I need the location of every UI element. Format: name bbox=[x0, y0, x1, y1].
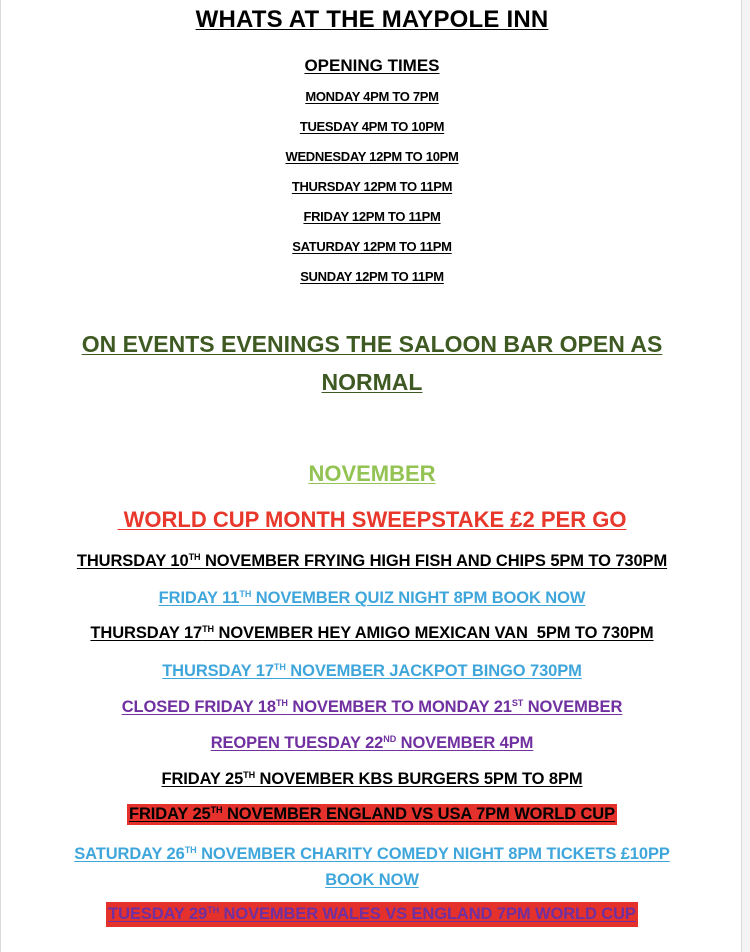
event-item: THURSDAY 17TH NOVEMBER JACKPOT BINGO 730PM bbox=[162, 662, 582, 680]
event-item: THURSDAY 10TH NOVEMBER FRYING HIGH FISH AND CHIPS 5PM TO 730PM bbox=[76, 552, 668, 570]
event-item-highlighted: FRIDAY 25TH NOVEMBER ENGLAND VS USA 7PM WORLD CUP bbox=[128, 805, 616, 823]
opening-hours-monday: MONDAY 4PM TO 7PM bbox=[305, 89, 439, 104]
event-item: SATURDAY 26TH NOVEMBER CHARITY COMEDY NIGHT 8PM TICKETS £10PP BOOK NOW bbox=[74, 845, 670, 889]
event-item: FRIDAY 11TH NOVEMBER QUIZ NIGHT 8PM BOOK NOW bbox=[158, 589, 586, 607]
opening-hours-wednesday: WEDNESDAY 12PM TO 10PM bbox=[285, 149, 459, 164]
opening-hours-friday: FRIDAY 12PM TO 11PM bbox=[303, 209, 441, 224]
sweepstake-notice: WORLD CUP MONTH SWEEPSTAKE £2 PER GO bbox=[123, 507, 627, 532]
event-item: REOPEN TUESDAY 22ND NOVEMBER 4PM bbox=[210, 734, 534, 752]
event-item-highlighted: TUESDAY 29TH NOVEMBER WALES VS ENGLAND 7PM WORLD CUP bbox=[1, 905, 743, 924]
event-item: CLOSED FRIDAY 18TH NOVEMBER TO MONDAY 21ST NOVEMBER bbox=[121, 698, 623, 716]
event-item: FRIDAY 25TH NOVEMBER KBS BURGERS 5PM TO 8PM bbox=[161, 770, 583, 788]
opening-hours-thursday: THURSDAY 12PM TO 11PM bbox=[291, 179, 453, 194]
opening-hours-tuesday: TUESDAY 4PM TO 10PM bbox=[299, 119, 445, 134]
event-item: THURSDAY 17TH NOVEMBER HEY AMIGO MEXICAN VAN 5PM TO 730PM bbox=[90, 624, 654, 642]
page-title: WHATS AT THE MAYPOLE INN bbox=[195, 6, 549, 33]
saloon-notice: ON EVENTS EVENINGS THE SALOON BAR OPEN AS NORMAL bbox=[81, 331, 663, 395]
opening-times-heading: OPENING TIMES bbox=[304, 56, 440, 75]
month-heading: NOVEMBER bbox=[308, 461, 436, 486]
opening-hours-sunday: SUNDAY 12PM TO 11PM bbox=[300, 269, 444, 284]
scrollbar[interactable] bbox=[742, 0, 750, 952]
opening-hours-saturday: SATURDAY 12PM TO 11PM bbox=[292, 239, 452, 254]
